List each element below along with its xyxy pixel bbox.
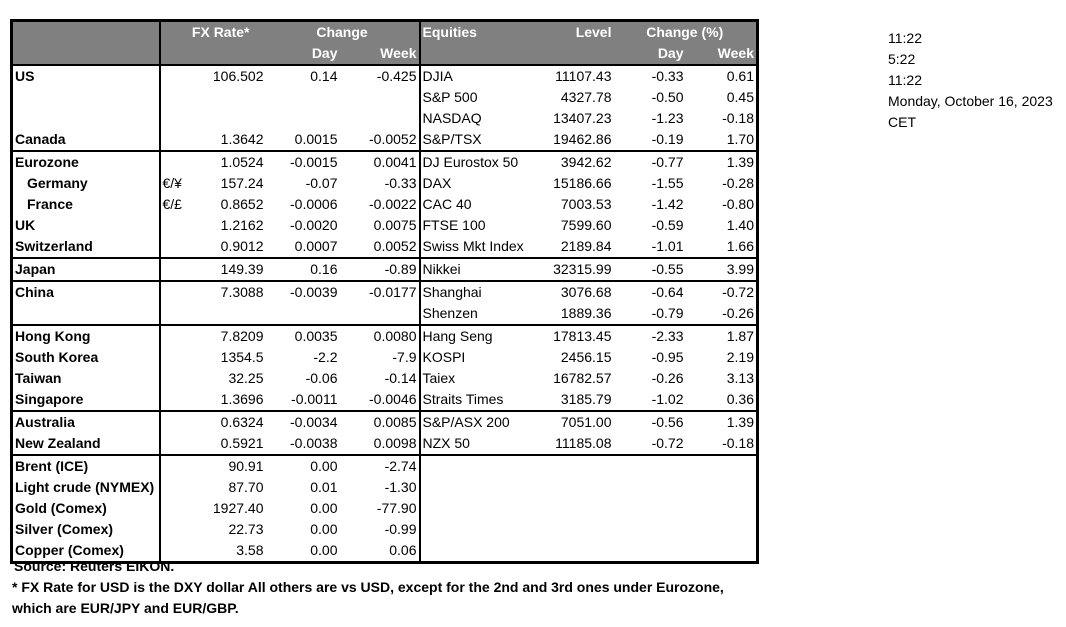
equity-change-week: 1.39 (686, 151, 758, 173)
equity-level: 32315.99 (536, 258, 614, 281)
equity-change-week: 1.66 (726, 238, 754, 254)
equity-level: 19462.86 (553, 131, 612, 147)
equity-change-week: 1.70 (726, 131, 754, 147)
equity-level: 7051.00 (536, 411, 614, 433)
table-row (12, 194, 758, 215)
equity-name (420, 477, 536, 498)
equity-change-week: -0.18 (722, 110, 754, 126)
fx-change-day: 0.16 (266, 258, 340, 281)
currency-pair: €/¥ (162, 175, 182, 191)
fx-rate: 0.6324 (198, 411, 266, 433)
fx-change-week: 0.0075 (340, 215, 420, 236)
timestamp-line: 11:22 (888, 30, 922, 46)
country-name: Brent (ICE) (12, 455, 160, 477)
equity-name: Taiex (422, 370, 456, 386)
footnote-line-1: * FX Rate for USD is the DXY dollar All others are vs USD, except for the 2nd and 3rd ones under Eurozone, (12, 579, 724, 595)
country-name: Germany (12, 173, 160, 194)
table-row (12, 281, 758, 303)
equity-change-day: -2.33 (614, 325, 686, 347)
table-row (12, 455, 758, 477)
equity-change-week (686, 455, 758, 477)
equity-change-week: 3.13 (726, 370, 754, 386)
header-eq-week: Week (686, 43, 758, 65)
fx-change-week: -1.30 (340, 477, 420, 498)
fx-change-day: -0.06 (305, 370, 338, 386)
country-name: Hong Kong (12, 325, 160, 347)
country-name: France (12, 194, 160, 215)
equity-name (420, 519, 536, 540)
equity-name: S&P 500 (422, 89, 478, 105)
currency-pair (160, 411, 198, 433)
equity-change-week: 3.99 (686, 258, 758, 281)
fx-change-week (340, 303, 420, 325)
equity-change-day: -0.79 (651, 305, 684, 321)
equity-change-day: -0.77 (614, 151, 686, 173)
table-row (12, 433, 758, 455)
country-name: US (12, 65, 160, 87)
currency-pair (160, 303, 198, 325)
equity-level: 17813.45 (536, 325, 614, 347)
equity-change-day: -0.59 (651, 217, 684, 233)
fx-rate: 106.502 (198, 65, 266, 87)
fx-rate: 22.73 (228, 521, 264, 537)
equity-name: Swiss Mkt Index (422, 238, 524, 254)
equity-name (420, 540, 536, 563)
table-row (12, 108, 758, 129)
equity-change-week: -0.80 (722, 196, 754, 212)
country-name: Taiwan (12, 368, 160, 389)
fx-change-day: 0.0035 (266, 325, 340, 347)
header-row-2 (12, 43, 758, 65)
currency-pair (160, 151, 198, 173)
country-name (12, 108, 160, 129)
fx-rate: 0.5921 (220, 435, 264, 451)
fx-change-week: -0.99 (340, 519, 420, 540)
table-row (12, 389, 758, 411)
fx-change-week: -0.425 (340, 65, 420, 87)
equity-level: 3185.79 (560, 391, 612, 407)
table-row (12, 258, 758, 281)
equity-level (536, 540, 614, 563)
equity-change-week: -0.18 (722, 435, 754, 451)
country-name: China (12, 281, 160, 303)
fx-change-day: 0.0007 (294, 238, 338, 254)
table-row (12, 236, 758, 258)
header-change: Change (266, 21, 420, 44)
header-blank (12, 21, 160, 44)
fx-change-week: -0.0046 (340, 389, 420, 411)
equity-level: 3076.68 (536, 281, 614, 303)
fx-change-day: 0.00 (310, 542, 338, 558)
source-note: Source: Reuters EIKON. (14, 558, 175, 574)
currency-pair (160, 65, 198, 87)
equity-level (536, 519, 614, 540)
equity-level: 2456.15 (560, 349, 612, 365)
currency-pair (160, 281, 198, 303)
currency-pair (160, 455, 198, 477)
currency-pair (160, 389, 198, 411)
fx-rate: 7.8209 (198, 325, 266, 347)
fx-change-day: 0.00 (310, 521, 338, 537)
fx-rate (198, 303, 266, 325)
table-row (12, 477, 758, 498)
equity-change-day: -1.23 (651, 110, 684, 126)
country-name: Eurozone (12, 151, 160, 173)
equity-change-week: 1.39 (686, 411, 758, 433)
equity-level: 1889.36 (560, 305, 612, 321)
fx-rate: 149.39 (198, 258, 266, 281)
fx-rate: 3.58 (236, 542, 264, 558)
fx-change-day: -0.0011 (291, 391, 338, 407)
equity-change-day: -0.55 (614, 258, 686, 281)
fx-change-week: -0.0177 (340, 281, 420, 303)
currency-pair (160, 433, 198, 455)
fx-rate: 7.3088 (198, 281, 266, 303)
country-name: Canada (12, 129, 160, 151)
header-level: Level (536, 21, 614, 44)
header-blank (420, 43, 614, 65)
equity-change-day: -0.72 (651, 435, 684, 451)
fx-change-day: -0.0006 (290, 196, 338, 212)
fx-change-week: -0.33 (340, 173, 420, 194)
header-change-pct: Change (%) (614, 21, 758, 44)
equity-change-week: 0.36 (726, 391, 754, 407)
equity-change-day: -1.42 (651, 196, 684, 212)
country-name: Copper (Comex) (12, 540, 160, 563)
fx-change-week: -0.0022 (340, 194, 420, 215)
equity-name: NASDAQ (422, 110, 482, 126)
fx-change-day: 0.0015 (294, 131, 338, 147)
header-eq-day: Day (614, 43, 686, 65)
equity-name: CAC 40 (422, 196, 472, 212)
fx-change-week: -2.74 (340, 455, 420, 477)
currency-pair (160, 477, 198, 498)
fx-change-day: 0.01 (310, 479, 338, 495)
equity-change-day: -0.64 (614, 281, 686, 303)
table-row (12, 368, 758, 389)
table-row (12, 411, 758, 433)
table-row (12, 129, 758, 151)
fx-rate: 1.3642 (220, 131, 264, 147)
country-name: Japan (12, 258, 160, 281)
equity-change-week (686, 519, 758, 540)
equity-level: 13407.23 (553, 110, 612, 126)
fx-rate: 1.0524 (198, 151, 266, 173)
market-summary-table (10, 19, 759, 564)
currency-pair (160, 347, 198, 368)
equity-change-day: -0.50 (651, 89, 684, 105)
equity-name: KOSPI (422, 349, 466, 365)
table-row (12, 519, 758, 540)
timestamp-line: CET (888, 114, 916, 130)
equity-change-day (614, 540, 686, 563)
equity-level: 11107.43 (536, 65, 614, 87)
equity-level (536, 455, 614, 477)
equity-change-week: 1.40 (726, 217, 754, 233)
equity-change-week: -0.26 (722, 305, 754, 321)
equity-change-day: -1.02 (651, 391, 684, 407)
equity-change-week: -0.72 (686, 281, 758, 303)
equity-name: S&P/TSX (422, 131, 482, 147)
country-name: Light crude (NYMEX) (12, 477, 160, 498)
fx-rate (198, 87, 266, 108)
equity-change-day (614, 519, 686, 540)
equity-change-day: -0.33 (614, 65, 686, 87)
currency-pair (160, 87, 198, 108)
country-name (12, 303, 160, 325)
equity-level: 11185.08 (555, 435, 612, 451)
table-row (12, 151, 758, 173)
equity-change-week: -0.28 (722, 175, 754, 191)
fx-change-day (266, 108, 340, 129)
fx-change-week: -7.9 (340, 347, 420, 368)
country-name (12, 87, 160, 108)
fx-rate: 87.70 (228, 479, 264, 495)
country-name: Australia (12, 411, 160, 433)
fx-change-week: 0.0041 (340, 151, 420, 173)
equity-name: FTSE 100 (422, 217, 486, 233)
header-week: Week (340, 43, 420, 65)
fx-change-week: -0.14 (340, 368, 420, 389)
equity-name: DJ Eurostox 50 (420, 151, 536, 173)
fx-change-week: -77.90 (340, 498, 420, 519)
fx-change-day: -0.0034 (266, 411, 340, 433)
fx-change-week: 0.0052 (340, 236, 420, 258)
equity-level: 16782.57 (553, 370, 612, 386)
equity-change-day: -1.01 (651, 238, 684, 254)
header-day: Day (266, 43, 340, 65)
currency-pair (160, 129, 198, 151)
equity-name (420, 498, 536, 519)
fx-change-day: -0.07 (305, 175, 338, 191)
equity-level: 7599.60 (560, 217, 612, 233)
table-row (12, 303, 758, 325)
header-fx-rate: FX Rate* (160, 21, 266, 44)
equity-name: DJIA (420, 65, 536, 87)
equity-name: Nikkei (420, 258, 536, 281)
equity-name: Shenzen (422, 305, 478, 321)
currency-pair (160, 325, 198, 347)
equity-change-week (686, 477, 758, 498)
equity-change-day: -1.55 (651, 175, 684, 191)
timestamp-line: Monday, October 16, 2023 (888, 93, 1053, 109)
currency-pair (160, 236, 198, 258)
fx-rate: 0.8652 (220, 196, 264, 212)
country-name: Gold (Comex) (12, 498, 160, 519)
fx-change-week (340, 87, 420, 108)
currency-pair (160, 519, 198, 540)
table-row (12, 347, 758, 368)
currency-pair (160, 215, 198, 236)
fx-change-day: -0.0038 (290, 435, 338, 451)
equity-change-week: 1.87 (686, 325, 758, 347)
table-row (12, 65, 758, 87)
equity-change-day (614, 455, 686, 477)
fx-change-week: 0.06 (340, 540, 420, 563)
equity-name: Hang Seng (420, 325, 536, 347)
equity-level (536, 477, 614, 498)
fx-change-day: 0.00 (266, 455, 340, 477)
equity-change-day: -0.19 (651, 131, 684, 147)
currency-pair (160, 258, 198, 281)
fx-change-week: 0.0098 (340, 433, 420, 455)
equity-level: 3942.62 (536, 151, 614, 173)
table-row (12, 215, 758, 236)
equity-name (420, 455, 536, 477)
equity-level: 4327.78 (560, 89, 612, 105)
header-blank (12, 43, 160, 65)
header-blank (160, 43, 266, 65)
country-name: South Korea (12, 347, 160, 368)
fx-rate (198, 108, 266, 129)
equity-name: Shanghai (420, 281, 536, 303)
equity-change-day (614, 498, 686, 519)
equity-change-day: -0.56 (614, 411, 686, 433)
equity-level: 2189.84 (560, 238, 612, 254)
currency-pair: €/£ (162, 196, 182, 212)
fx-rate: 0.9012 (220, 238, 264, 254)
fx-change-day (266, 87, 340, 108)
fx-change-day: -0.0039 (266, 281, 340, 303)
fx-rate: 157.24 (220, 175, 264, 191)
currency-pair (160, 368, 198, 389)
equity-change-day: -0.95 (651, 349, 684, 365)
fx-change-day: -2.2 (313, 349, 338, 365)
equity-change-week (686, 540, 758, 563)
equity-level: 7003.53 (560, 196, 612, 212)
table-row (12, 87, 758, 108)
fx-change-week (340, 108, 420, 129)
fx-change-day: 0.14 (266, 65, 340, 87)
fx-rate: 1.3696 (220, 391, 264, 407)
currency-pair (160, 498, 198, 519)
equity-level (536, 498, 614, 519)
fx-rate: 1.2162 (220, 217, 264, 233)
equity-change-week: 2.19 (726, 349, 754, 365)
header-equities: Equities (420, 21, 536, 44)
country-name: Singapore (12, 389, 160, 411)
equity-level: 15186.66 (553, 175, 612, 191)
timestamp-line: 5:22 (888, 51, 916, 67)
fx-change-day (266, 303, 340, 325)
table-row (12, 173, 758, 194)
fx-change-week: -0.89 (340, 258, 420, 281)
fx-change-day: -0.0015 (266, 151, 340, 173)
fx-change-day: 0.00 (310, 500, 338, 516)
equity-name: S&P/ASX 200 (420, 411, 536, 433)
fx-change-week: 0.0080 (340, 325, 420, 347)
currency-pair (160, 108, 198, 129)
equity-change-week: 0.45 (726, 89, 754, 105)
header-row-1 (12, 21, 758, 44)
equity-name: NZX 50 (422, 435, 470, 451)
table-row (12, 325, 758, 347)
timestamp-line: 11:22 (888, 72, 922, 88)
equity-change-week: 0.61 (686, 65, 758, 87)
equity-name: DAX (422, 175, 452, 191)
fx-rate: 1354.5 (220, 349, 264, 365)
fx-rate: 90.91 (198, 455, 266, 477)
country-name: Switzerland (12, 236, 160, 258)
equity-change-week (686, 498, 758, 519)
country-name: New Zealand (12, 433, 160, 455)
table-row (12, 498, 758, 519)
country-name: Silver (Comex) (12, 519, 160, 540)
fx-change-week: -0.0052 (340, 129, 420, 151)
fx-change-day: -0.0020 (290, 217, 338, 233)
country-name: UK (12, 215, 160, 236)
footnote-line-2: which are EUR/JPY and EUR/GBP. (12, 600, 239, 616)
equity-name: Straits Times (422, 391, 504, 407)
fx-rate: 32.25 (228, 370, 264, 386)
equity-change-day: -0.26 (651, 370, 684, 386)
fx-change-week: 0.0085 (340, 411, 420, 433)
fx-rate: 1927.40 (212, 500, 264, 516)
equity-change-day (614, 477, 686, 498)
